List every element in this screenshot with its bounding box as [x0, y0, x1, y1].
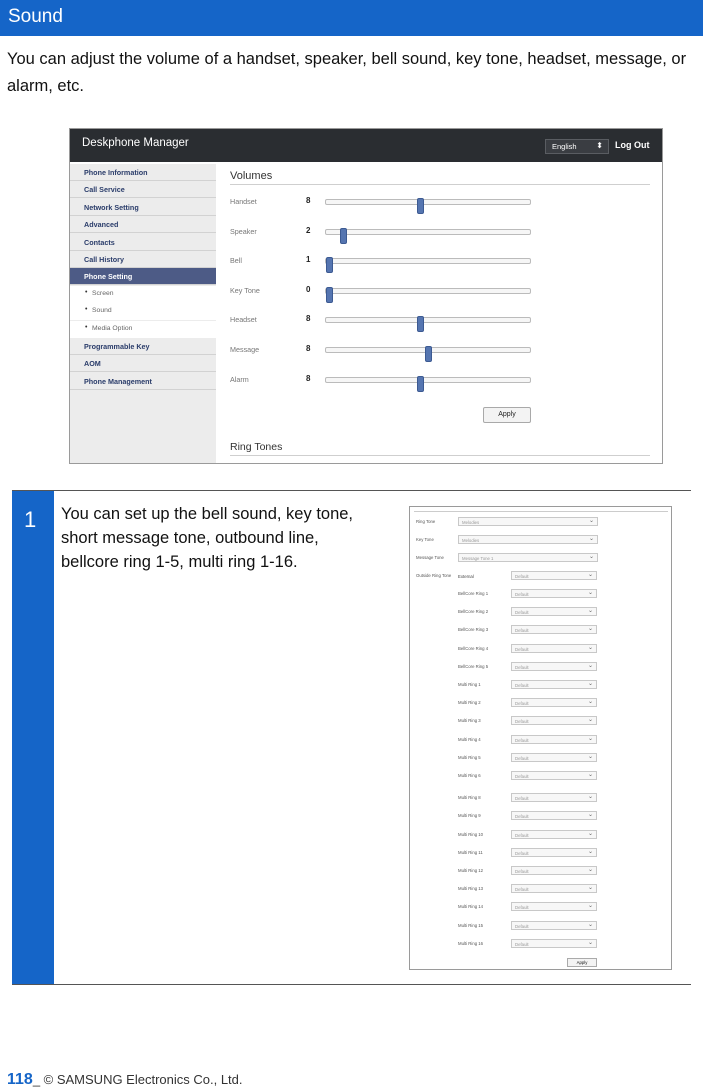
volume-label: Bell: [230, 256, 242, 266]
ring-row: [410, 848, 670, 860]
dropdown-value: Melodies: [462, 538, 480, 543]
ring-row: [410, 811, 670, 823]
ring-row-label: Multi Ring 1: [458, 682, 481, 687]
sidebar-menu: [70, 164, 216, 464]
ring-row: [410, 735, 670, 747]
ring-tones-screenshot: [409, 506, 672, 970]
dropdown-value: Default: [515, 814, 529, 820]
ring-setting-label: Message Tone: [416, 555, 444, 560]
slider-handle[interactable]: [340, 228, 347, 244]
volume-label: Headset: [230, 315, 257, 325]
deskphone-manager-screenshot: [69, 128, 663, 464]
outside-ring-row: [410, 571, 670, 583]
chevron-down-icon: ⌄: [587, 772, 593, 778]
volume-row-speaker: [230, 225, 650, 241]
volume-value: 8: [306, 373, 311, 383]
ring-row: [410, 662, 670, 674]
ring-row: [410, 680, 670, 692]
volume-slider[interactable]: [325, 377, 531, 383]
volume-label: Key Tone: [230, 285, 260, 295]
page-number: 118: [7, 1071, 33, 1088]
dropdown[interactable]: [511, 884, 597, 893]
chevron-down-icon: ⌄: [587, 735, 593, 742]
ring-row-label: Multi Ring 11: [458, 849, 483, 855]
copyright: _ © SAMSUNG Electronics Co., Ltd.: [32, 1072, 243, 1087]
chevron-down-icon: ⌄: [588, 518, 594, 524]
sidebar-item-label: Advanced: [84, 220, 119, 230]
ring-row-label: BellCore Ring 1: [458, 591, 489, 596]
outside-ring-label: Outside Ring Tone: [416, 573, 452, 578]
volume-label: Alarm: [230, 374, 249, 384]
volume-value: 0: [306, 284, 311, 294]
chevron-down-icon: ⌄: [587, 662, 593, 669]
dropdown-value: Default: [515, 664, 529, 670]
chevron-down-icon: ⌄: [587, 885, 593, 892]
ring-row: [410, 884, 670, 896]
ring-row: [410, 830, 670, 842]
ring-row-label: Multi Ring 15: [458, 922, 484, 928]
ring-row-label: Multi Ring 2: [458, 700, 481, 706]
dropdown[interactable]: [511, 830, 597, 839]
sidebar-item-label: Network Setting: [84, 202, 139, 212]
dropdown[interactable]: [511, 680, 597, 689]
slider-handle[interactable]: [417, 198, 424, 214]
volume-value: 8: [306, 196, 311, 205]
slider-handle[interactable]: [417, 316, 424, 332]
volume-row-headset: [230, 313, 650, 329]
slider-handle[interactable]: [326, 257, 333, 273]
ring-row: [410, 716, 670, 728]
volume-row-message: [230, 343, 650, 359]
volume-row-alarm: [230, 373, 650, 389]
ring-row-label: BellCore Ring 3: [458, 627, 489, 633]
dropdown[interactable]: [511, 793, 597, 802]
ring-row: [410, 753, 670, 765]
ring-row: [410, 644, 670, 656]
ring-setting-row: [410, 553, 670, 565]
dropdown-value: Default: [515, 796, 529, 802]
dropdown[interactable]: [511, 866, 597, 875]
ring-row-label: Multi Ring 4: [458, 736, 481, 742]
dropdown-value: Default: [515, 719, 529, 725]
volume-slider[interactable]: [325, 288, 531, 294]
ring-row-label: BellCore Ring 5: [458, 663, 489, 669]
ring-row-label: Multi Ring 16: [458, 940, 484, 946]
volume-label: Message: [230, 345, 260, 354]
sidebar-item-aom[interactable]: [70, 355, 216, 372]
app-header: [70, 129, 662, 162]
section-header: [0, 0, 703, 36]
dropdown[interactable]: [458, 517, 598, 526]
submenu-item-screen[interactable]: [70, 286, 216, 303]
dropdown-value: Default: [515, 701, 529, 707]
step-number: 1: [24, 507, 37, 532]
section-title: Sound: [8, 6, 63, 27]
ring-setting-row: [410, 535, 670, 547]
chevron-down-icon: ⌄: [587, 699, 593, 706]
ring-row-label: Multi Ring 14: [458, 904, 484, 910]
ring-row-label: BellCore Ring 4: [458, 645, 489, 651]
step-number-cell: [12, 491, 54, 984]
dropdown-value: Default: [515, 574, 529, 579]
dropdown[interactable]: [511, 662, 597, 671]
chevron-down-icon: ⌄: [587, 830, 593, 837]
submenu-item-label: Media Option: [92, 324, 133, 332]
dropdown-value: Default: [515, 683, 529, 688]
ring-row-label: Multi Ring 13: [458, 886, 484, 892]
app-title: Deskphone Manager: [82, 137, 189, 149]
dropdown-value: Melodies: [462, 520, 480, 525]
chevron-down-icon: ⌄: [587, 812, 593, 819]
ring-row: [410, 698, 670, 710]
chevron-down-icon: ⌄: [587, 717, 593, 724]
sidebar-item-label: Phone Management: [84, 376, 152, 386]
chevron-down-icon: ⌄: [587, 626, 593, 633]
volume-label: Handset: [230, 197, 257, 206]
dropdown-value: Default: [515, 737, 529, 743]
sidebar-item-contacts[interactable]: [70, 234, 216, 251]
table-top-rule: [12, 490, 691, 491]
chevron-down-icon: ⌄: [587, 794, 593, 801]
chevron-down-icon: ⌄: [587, 753, 593, 760]
dropdown-value: Default: [515, 941, 529, 947]
volume-slider[interactable]: [325, 199, 531, 205]
submenu-item-label: Screen: [92, 289, 114, 297]
sidebar-item-label: AOM: [84, 359, 101, 369]
volume-value: 8: [306, 344, 311, 353]
dropdown-value: Default: [515, 755, 529, 761]
chevron-down-icon: ⌄: [587, 939, 593, 946]
slider-handle[interactable]: [425, 346, 432, 362]
bullet-icon: •: [85, 306, 88, 314]
chevron-down-icon: ⌄: [587, 572, 593, 578]
outside-ring-value: External: [458, 574, 474, 579]
dropdown[interactable]: [511, 771, 597, 780]
sidebar-item-label: Programmable Key: [84, 342, 150, 351]
ring-row: [410, 939, 670, 951]
sidebar-item-label: Phone Setting: [84, 272, 133, 282]
divider: [414, 511, 668, 512]
ring-row: [410, 902, 670, 914]
volume-value: 8: [306, 314, 311, 324]
dropdown[interactable]: [511, 939, 597, 948]
dropdown[interactable]: [511, 607, 597, 616]
dropdown-value: Default: [515, 832, 529, 838]
intro-paragraph: You can adjust the volume of a handset, speaker, bell sound, key tone, headset, message, or alarm, etc.: [7, 50, 687, 95]
dropdown-value: Message Tone 1: [462, 556, 494, 561]
divider: [230, 184, 650, 185]
ring-row: [410, 771, 670, 783]
sidebar-item-label: Call Service: [84, 185, 125, 195]
chevron-down-icon: ⌄: [587, 903, 593, 910]
ring-row: [410, 607, 670, 619]
chevron-down-icon: ⌄: [587, 867, 593, 873]
chevron-down-icon: ⌄: [588, 554, 594, 560]
bullet-icon: •: [85, 323, 88, 331]
dropdown[interactable]: [511, 571, 597, 580]
dropdown[interactable]: [511, 811, 597, 820]
dropdown-value: Default: [515, 887, 529, 893]
dropdown[interactable]: [511, 921, 597, 930]
ring-row-label: Multi Ring 6: [458, 773, 481, 778]
dropdown[interactable]: [458, 553, 598, 562]
chevron-down-icon: ⌄: [587, 608, 593, 615]
ring-row: [410, 625, 670, 637]
dropdown[interactable]: [511, 644, 597, 653]
sidebar-item-call-history[interactable]: [70, 251, 216, 268]
volume-slider[interactable]: [325, 347, 531, 353]
dropdown[interactable]: [511, 753, 597, 762]
ring-row-label: Multi Ring 12: [458, 868, 484, 873]
sidebar-item-phone-setting[interactable]: [70, 268, 216, 285]
dropdown-value: Default: [515, 774, 529, 779]
dropdown-value: Default: [515, 905, 529, 911]
volumes-title: Volumes: [230, 170, 273, 182]
sidebar-item-advanced[interactable]: [70, 216, 216, 233]
ring-row-label: Multi Ring 3: [458, 718, 481, 724]
language-select[interactable]: [545, 139, 609, 154]
chevron-down-icon: ⌄: [587, 644, 593, 651]
chevron-down-icon: ⌄: [587, 848, 593, 855]
ring-row-label: Multi Ring 9: [458, 813, 481, 819]
volume-row-key-tone: [230, 284, 650, 300]
ring-row: [410, 921, 670, 933]
volume-value: 2: [306, 225, 311, 235]
chevron-down-icon: ⌄: [587, 921, 593, 928]
volume-slider[interactable]: [325, 317, 531, 323]
ring-row-label: Multi Ring 8: [458, 795, 481, 801]
dropdown-value: Default: [515, 610, 529, 616]
sidebar-item-label: Contacts: [84, 237, 115, 247]
dropdown-value: Default: [515, 646, 529, 652]
submenu-item-label: Sound: [92, 307, 112, 315]
ring-tones-title: Ring Tones: [230, 441, 283, 453]
ring-tones-apply-button[interactable]: Apply: [567, 958, 597, 967]
dropdown[interactable]: [511, 735, 597, 744]
chevron-down-icon: ⌄: [587, 681, 593, 687]
ring-row-label: Multi Ring 10: [458, 831, 484, 837]
dropdown[interactable]: [511, 902, 597, 911]
chevron-updown-icon: ⬍: [596, 141, 603, 150]
chevron-down-icon: ⌄: [588, 536, 594, 542]
ring-setting-label: Key Tone: [416, 537, 434, 542]
dropdown[interactable]: [511, 716, 597, 725]
volume-row-handset: [230, 195, 650, 211]
ring-setting-row: [410, 517, 670, 529]
ring-row: [410, 866, 670, 878]
chevron-down-icon: ⌄: [587, 590, 593, 596]
dropdown[interactable]: [458, 535, 598, 544]
dropdown[interactable]: [511, 625, 597, 634]
dropdown-value: Default: [515, 628, 529, 634]
dropdown-value: Default: [515, 850, 529, 856]
slider-handle[interactable]: [326, 287, 333, 303]
sidebar-item-label: Phone Information: [84, 168, 148, 177]
sidebar-item-call-service[interactable]: [70, 181, 216, 198]
sidebar-item-programmable-key[interactable]: [70, 338, 216, 355]
slider-handle[interactable]: [417, 376, 424, 392]
ring-row: [410, 589, 670, 601]
page-footer: [7, 1071, 243, 1089]
ring-row-label: Multi Ring 5: [458, 754, 481, 760]
volume-slider[interactable]: [325, 258, 531, 264]
bullet-icon: •: [85, 288, 88, 296]
submenu-item-sound[interactable]: [70, 303, 216, 320]
dropdown[interactable]: [511, 848, 597, 857]
ring-setting-label: Ring Tone: [416, 519, 436, 524]
ring-row: [410, 793, 670, 805]
step-description: You can set up the bell sound, key tone, short message tone, outbound line, bellcore ring 1-5, multi ring 1-16.: [61, 505, 354, 571]
volume-label: Speaker: [230, 226, 257, 236]
dropdown-value: Default: [515, 923, 529, 929]
sidebar-item-phone-management[interactable]: [70, 373, 216, 390]
language-value: English: [552, 142, 577, 151]
volume-slider[interactable]: [325, 229, 531, 235]
dropdown[interactable]: [511, 698, 597, 707]
dropdown-value: Default: [515, 869, 529, 874]
sidebar-item-phone-information[interactable]: [70, 164, 216, 181]
table-bottom-rule: [12, 984, 691, 985]
divider: [230, 455, 650, 456]
ring-row-label: BellCore Ring 2: [458, 609, 489, 615]
logout-link[interactable]: Log Out: [615, 140, 650, 150]
dropdown-value: Default: [515, 592, 529, 597]
volume-value: 1: [306, 255, 311, 265]
submenu-item-media-option[interactable]: [70, 321, 216, 338]
volume-row-bell: [230, 254, 650, 270]
sidebar-item-label: Call History: [84, 255, 124, 264]
dropdown[interactable]: [511, 589, 597, 598]
apply-button[interactable]: Apply: [483, 407, 531, 423]
sidebar-item-network-setting[interactable]: [70, 199, 216, 216]
